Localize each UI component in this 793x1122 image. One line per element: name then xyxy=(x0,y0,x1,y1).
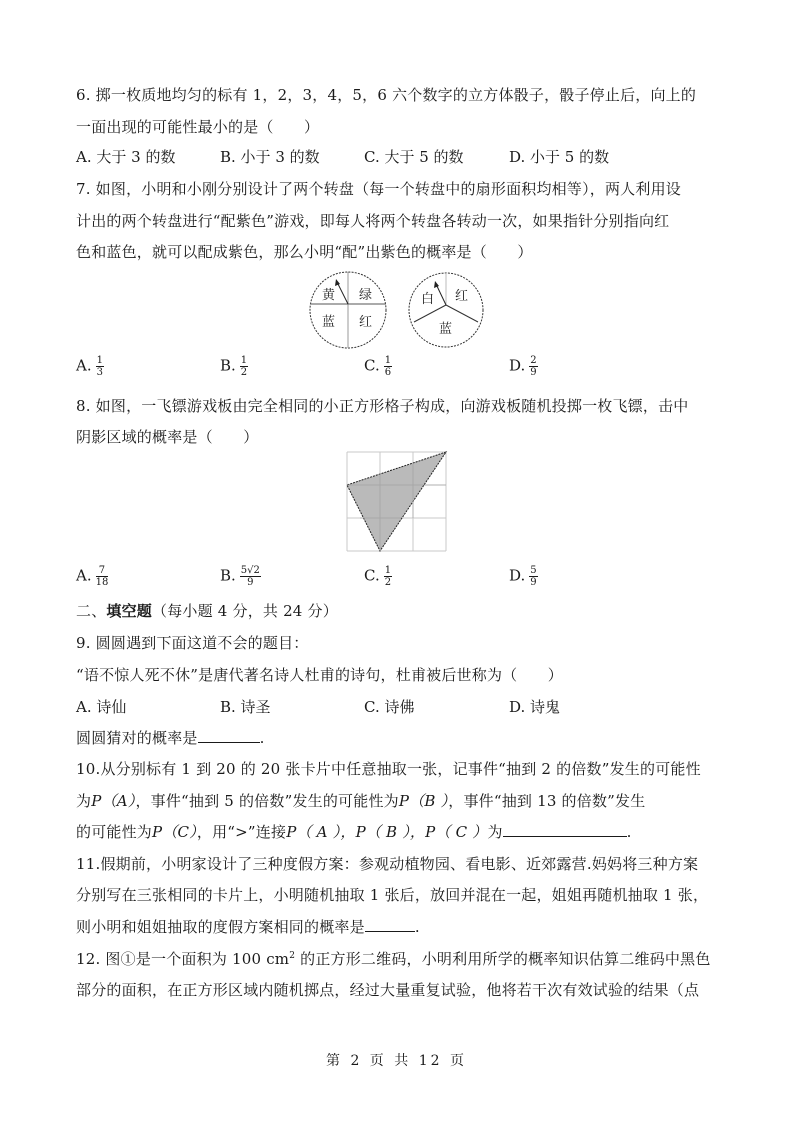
q12-line1: 12. 图①是一个面积为 100 $cm^2$ 的正方形二维码，小明利用所学的概率知识估算二维码中黑色 xyxy=(76,950,711,968)
q9-option-b: B. 诗圣 xyxy=(220,698,271,716)
q6-option-c: C. 大于 5 的数 xyxy=(364,148,464,166)
q9-line1: 9. 圆圆遇到下面这道不会的题目： xyxy=(76,634,309,652)
q11-answer-blank[interactable] xyxy=(365,917,415,932)
q10-line2: 为P（A），事件“抽到 5 的倍数”发生的可能性为P（B ），事件“抽到 13 的倍数”发生 xyxy=(76,792,646,810)
q8-option-b: B. $\frac{5√2}{9}$ xyxy=(220,565,260,588)
q8-line2: 阴影区域的概率是（ ） xyxy=(76,428,259,446)
section-2-heading: 二、填空题（每小题 4 分，共 24 分） xyxy=(76,602,338,620)
spinner-2-label-red: 红 xyxy=(455,289,469,304)
q8-option-a: A. $\frac{7}{18}$ xyxy=(76,565,109,588)
q6-option-b: B. 小于 3 的数 xyxy=(220,148,320,166)
q8-line1: 8. 如图，一飞镖游戏板由完全相同的小正方形格子构成，向游戏板随机投掷一枚飞镖，击中 xyxy=(76,397,689,415)
q10-line1: 10.从分别标有 1 到 20 的 20 张卡片中任意抽取一张，记事件“抽到 2 的倍数”发生的可能性 xyxy=(76,760,701,778)
spinner-1-label-blue: 蓝 xyxy=(322,315,336,330)
q7-line2: 计出的两个转盘进行“配紫色”游戏，即每人将两个转盘各转动一次，如果指针分别指向红 xyxy=(76,212,670,230)
spinner-1-label-yellow: 黄 xyxy=(322,288,336,303)
q6-line2: 一面出现的可能性最小的是（ ） xyxy=(76,118,320,136)
spinner-2-label-white: 白 xyxy=(421,292,435,307)
q7-option-b: B. $\frac{1}{2}$ xyxy=(220,355,248,378)
dartboard-figure xyxy=(340,446,452,558)
q7-line3: 色和蓝色，就可以配成紫色，那么小明“配”出紫色的概率是（ ） xyxy=(76,243,533,261)
q9-option-a: A. 诗仙 xyxy=(76,698,127,716)
q9-line3: 圆圆猜对的概率是 . xyxy=(76,729,265,747)
q11-line2: 分别写在三张相同的卡片上，小明随机抽取 1 张后，放回并混在一起，姐姐再随机抽取 1 张， xyxy=(76,886,709,904)
q9-answer-blank[interactable] xyxy=(198,728,260,743)
q7-option-c: C. $\frac{1}{6}$ xyxy=(364,355,392,378)
spinner-2-label-blue: 蓝 xyxy=(439,322,453,337)
q9-option-c: C. 诗佛 xyxy=(364,698,415,716)
q11-line1: 11.假期前，小明家设计了三种度假方案：参观动植物园、看电影、近郊露营.妈妈将三种方案 xyxy=(76,855,699,873)
spinner-1-label-green: 绿 xyxy=(359,288,373,303)
q9-line2: “语不惊人死不休”是唐代著名诗人杜甫的诗句，杜甫被后世称为（ ） xyxy=(76,666,563,684)
q8-option-d: D. $\frac{5}{9}$ xyxy=(509,565,537,588)
q6-line1: 6. 掷一枚质地均匀的标有 1，2，3，4，5，6 六个数字的立方体骰子，骰子停止后，向上的 xyxy=(76,86,697,104)
q6-option-a: A. 大于 3 的数 xyxy=(76,148,176,166)
q6-option-d: D. 小于 5 的数 xyxy=(509,148,610,166)
shaded-triangle xyxy=(347,452,446,551)
q7-option-a: A. $\frac{1}{3}$ xyxy=(76,355,103,378)
spinner-1-figure xyxy=(305,270,395,350)
q7-option-d: D. $\frac{2}{9}$ xyxy=(509,355,537,378)
q12-line2: 部分的面积，在正方形区域内随机掷点，经过大量重复试验，他将若干次有效试验的结果（点 xyxy=(76,981,700,999)
q10-line3: 的可能性为P（C），用“>”连接P（ A ），P（ B ），P（ C ）为 . xyxy=(76,823,632,841)
q8-option-c: C. $\frac{1}{2}$ xyxy=(364,565,392,588)
spinner-1-label-red: 红 xyxy=(359,315,373,330)
spinner-2-figure xyxy=(403,270,493,350)
q7-line1: 7. 如图，小明和小刚分别设计了两个转盘（每一个转盘中的扇形面积均相等），两人利用设 xyxy=(76,180,681,198)
q11-line3: 则小明和姐姐抽取的度假方案相同的概率是 . xyxy=(76,918,420,936)
q9-option-d: D. 诗鬼 xyxy=(509,698,561,716)
q10-answer-blank[interactable] xyxy=(503,822,627,837)
page-footer: 第 2 页 共 12 页 xyxy=(326,1053,467,1069)
